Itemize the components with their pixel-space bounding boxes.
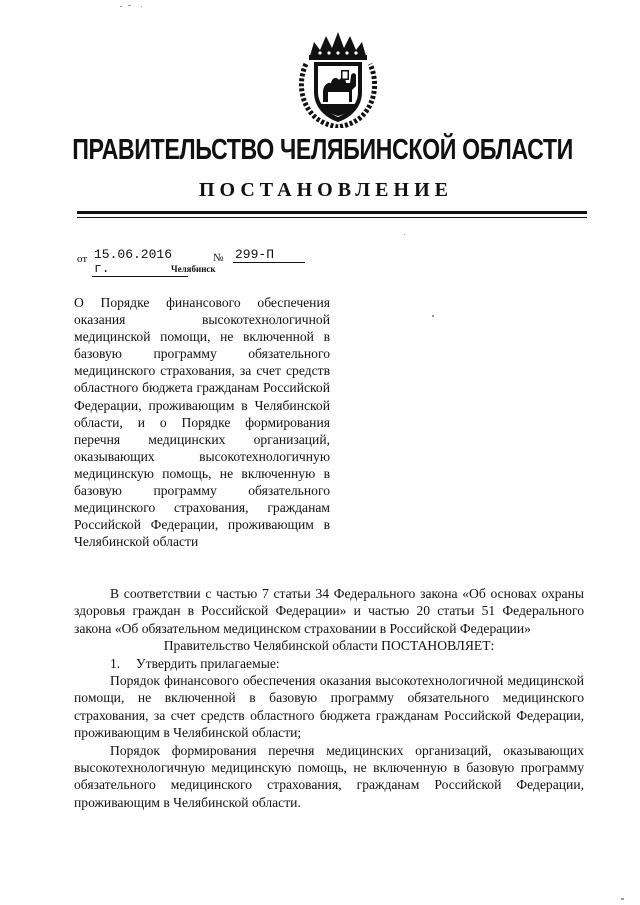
item-1 <box>74 655 584 672</box>
government-title: ПРАВИТЕЛЬСТВО ЧЕЛЯБИНСКОЙ ОБЛАСТИ <box>72 134 573 166</box>
item-1-number: 1. <box>110 655 121 671</box>
item-1-text: Утвердить прилагаемые: <box>136 655 280 671</box>
document-subject: О Порядке финансового обеспечения оказания высокотехнологичной медицинской помощи, не включенной в базовую программу обязательного медицинского страхования, за счет средств областного бюджета гражданам Российской Федерации, проживающим в Челябинской области, и о Порядке формирования перечня медицинских организаций, оказывающих высокотехнологичную медицинскую помощь, не включенную в базовую программу обязательного медицинского страхования, гражданам Российской Федерации, проживающим в Челябинской области <box>74 295 330 550</box>
header-rule-thick <box>77 211 587 214</box>
scan-speck <box>404 234 405 235</box>
preamble-paragraph: В соответствии с частью 7 статьи 34 Федерального закона «Об основах охраны здоровья граждан в Российской Федерации» и частью 20 статьи 51 Федерального закона «Об обязательном медицинском страховании в Российской Федерации» <box>74 586 584 636</box>
date-prefix: от <box>77 253 88 265</box>
coat-of-arms-icon <box>296 26 380 128</box>
number-prefix: № <box>213 252 224 264</box>
document-body <box>74 585 584 811</box>
scan-speck <box>120 6 122 7</box>
document-city: Челябинск <box>171 264 216 274</box>
scan-speck <box>141 6 142 7</box>
scan-speck <box>128 5 131 6</box>
scan-speck <box>432 315 434 317</box>
scan-speck <box>621 898 624 900</box>
document-date: 15.06.2016 г. <box>92 248 188 277</box>
document-type-title: ПОСТАНОВЛЕНИЕ <box>199 179 453 201</box>
resolution-line: Правительство Челябинской области ПОСТАНОВЛЯЕТ: <box>163 638 495 654</box>
order-2-paragraph: Порядок формирования перечня медицинских организаций, оказывающих высокотехнологичную медицинскую помощь, не включенную в базовую программу обязательного медицинского страхования, гражданам Российской Федерации, проживающим в Челябинской области. <box>74 742 584 810</box>
document-number: 299-П <box>233 248 305 263</box>
header-rule-thin <box>77 217 587 218</box>
order-1-paragraph: Порядок финансового обеспечения оказания высокотехнологичной медицинской помощи, не включенной в базовую программу обязательного медицинского страхования, за счет средств областного бюджета гражданам Российской Федерации, проживающим в Челябинской области; <box>74 673 584 741</box>
